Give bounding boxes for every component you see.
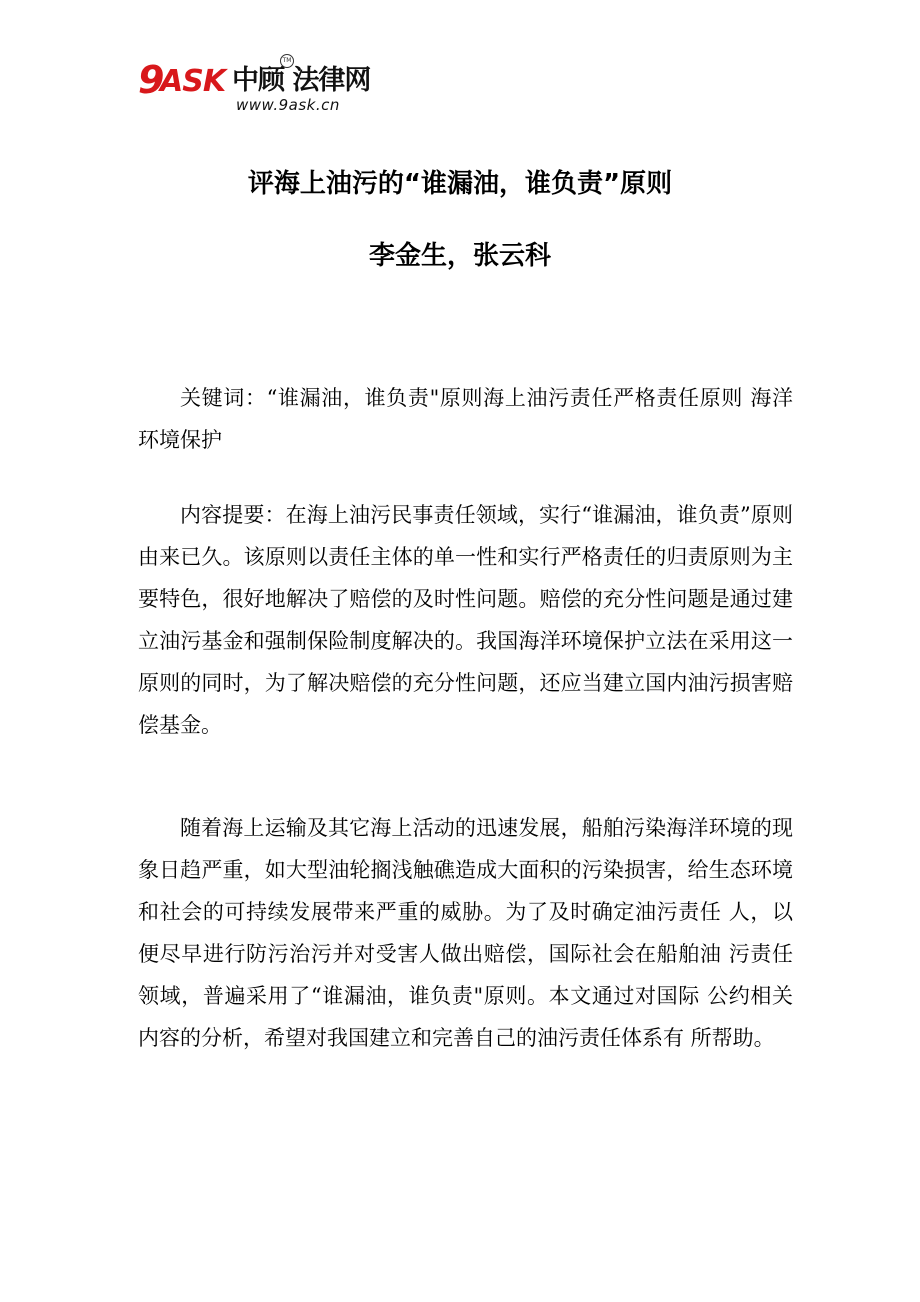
logo-ask: ASK: [160, 64, 226, 99]
site-logo[interactable]: [138, 58, 378, 116]
trademark-icon: TM: [280, 54, 294, 68]
document-title: 评海上油污的“谁漏油，谁负责”原则: [247, 169, 673, 199]
abstract-paragraph: 内容提要：在海上油污民事责任领域，实行“谁漏油，谁负责”原则由来已久。该原则以责任主体的单一性和实行严格责任的归责原则为主要特色，很好地解决了赔偿的及时性问题。赔偿的充分性问题是通过建立油污基金和强制保险制度解决的。我国海洋环境保护立法在采用这一原则的同时，为了解决赔偿的充分性问题，还应当建立国内油污损害赔偿基金。: [138, 503, 793, 737]
logo-nine: 9: [138, 58, 164, 102]
document-authors: 李金生，张云科: [368, 241, 551, 271]
intro-paragraph: 随着海上运输及其它海上活动的迅速发展，船舶污染海洋环境的现象日趋严重，如大型油轮搁浅触礁造成大面积的污染损害，给生态环境和社会的可持续发展带来严重的威胁。为了及时确定油污责任 人，以便尽早进行防污治污并对受害人做出赔偿，国际社会在船舶油 污责任领域，普遍采用了“谁漏油，谁负责"原则。本文通过对国际 公约相关内容的分析，希望对我国建立和完善自己的油污责任体系有 所帮助。: [138, 816, 793, 1050]
keywords-paragraph: 关键词：“谁漏油，谁负责"原则海上油污责任严格责任原则 海洋环境保护: [138, 386, 793, 452]
logo-chinese-name: 中顾 法律网: [232, 65, 371, 96]
logo-url: www.9ask.cn: [236, 96, 340, 114]
